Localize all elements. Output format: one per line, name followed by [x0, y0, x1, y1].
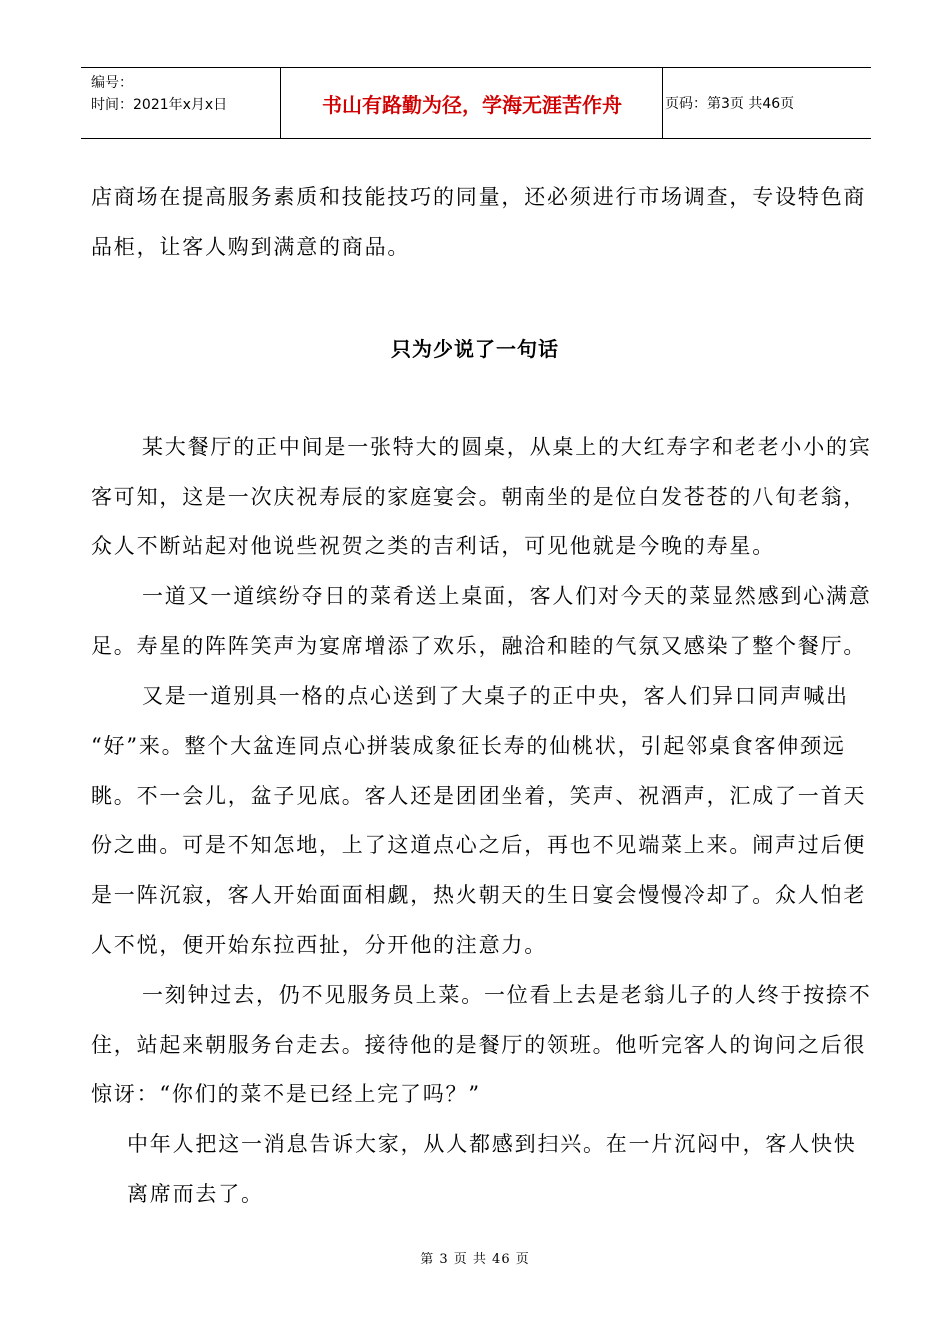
text-line: 足。寿星的阵阵笑声为宴席增添了欢乐，融洽和睦的气氛又感染了整个餐厅。	[91, 634, 867, 658]
text-line: 又是一道别具一格的点心送到了大桌子的正中央，客人们异口同声喊出	[142, 684, 849, 708]
page-footer: 第 3 页 共 46 页	[420, 1252, 530, 1267]
text-line: 离席而去了。	[127, 1182, 264, 1206]
text-line: 住，站起来朝服务台走去。接待他的是餐厅的领班。他听完客人的询问之后很	[91, 1033, 867, 1057]
header-divider	[662, 68, 663, 138]
text-line: 中年人把这一消息告诉大家，从人都感到扫兴。在一片沉闷中，客人快快	[127, 1132, 857, 1156]
story-title: 只为少说了一句话	[391, 337, 559, 361]
text-line: 一道又一道缤纷夺日的菜肴送上桌面，客人们对今天的菜显然感到心满意	[142, 584, 872, 608]
text-line: 一刻钟过去，仍不见服务员上菜。一位看上去是老翁儿子的人终于按捺不	[142, 983, 872, 1007]
number-label: 编号：	[91, 75, 133, 91]
text-line: 人不悦，便开始东拉西扯，分开他的注意力。	[91, 933, 547, 957]
text-line: 客可知，这是一次庆祝寿辰的家庭宴会。朝南坐的是位白发苍苍的八旬老翁，	[91, 485, 867, 509]
header-divider	[280, 68, 281, 138]
text-line: “好”来。整个大盆连同点心拼装成象征长寿的仙桃状，引起邻桌食客伸颈远	[91, 734, 846, 758]
text-line: 份之曲。可是不知怎地，上了这道点心之后，再也不见端菜上来。闹声过后便	[91, 833, 867, 857]
header-page-info: 页码：第3页 共46页	[665, 96, 795, 112]
text-line: 惊讶：“你们的菜不是已经上完了吗？”	[91, 1082, 481, 1106]
text-line: 店商场在提高服务素质和技能技巧的同量，还必须进行市场调查，专设特色商	[91, 185, 867, 209]
date-label: 时间：2021年x月x日	[91, 97, 228, 113]
text-line: 是一阵沉寂，客人开始面面相觑，热火朝天的生日宴会慢慢冷却了。众人怕老	[91, 883, 867, 907]
text-line: 眺。不一会儿，盆子见底。客人还是团团坐着，笑声、祝酒声，汇成了一首天	[91, 784, 867, 808]
text-line: 众人不断站起对他说些祝贺之类的吉利话，可见他就是今晚的寿星。	[91, 534, 775, 558]
text-line: 某大餐厅的正中间是一张特大的圆桌，从桌上的大红寿字和老老小小的宾	[142, 435, 872, 459]
header-motto: 书山有路勤为径，学海无涯苦作舟	[322, 92, 622, 117]
text-line: 品柜，让客人购到满意的商品。	[91, 235, 411, 259]
header-meta	[91, 72, 279, 116]
document-header	[81, 67, 871, 139]
